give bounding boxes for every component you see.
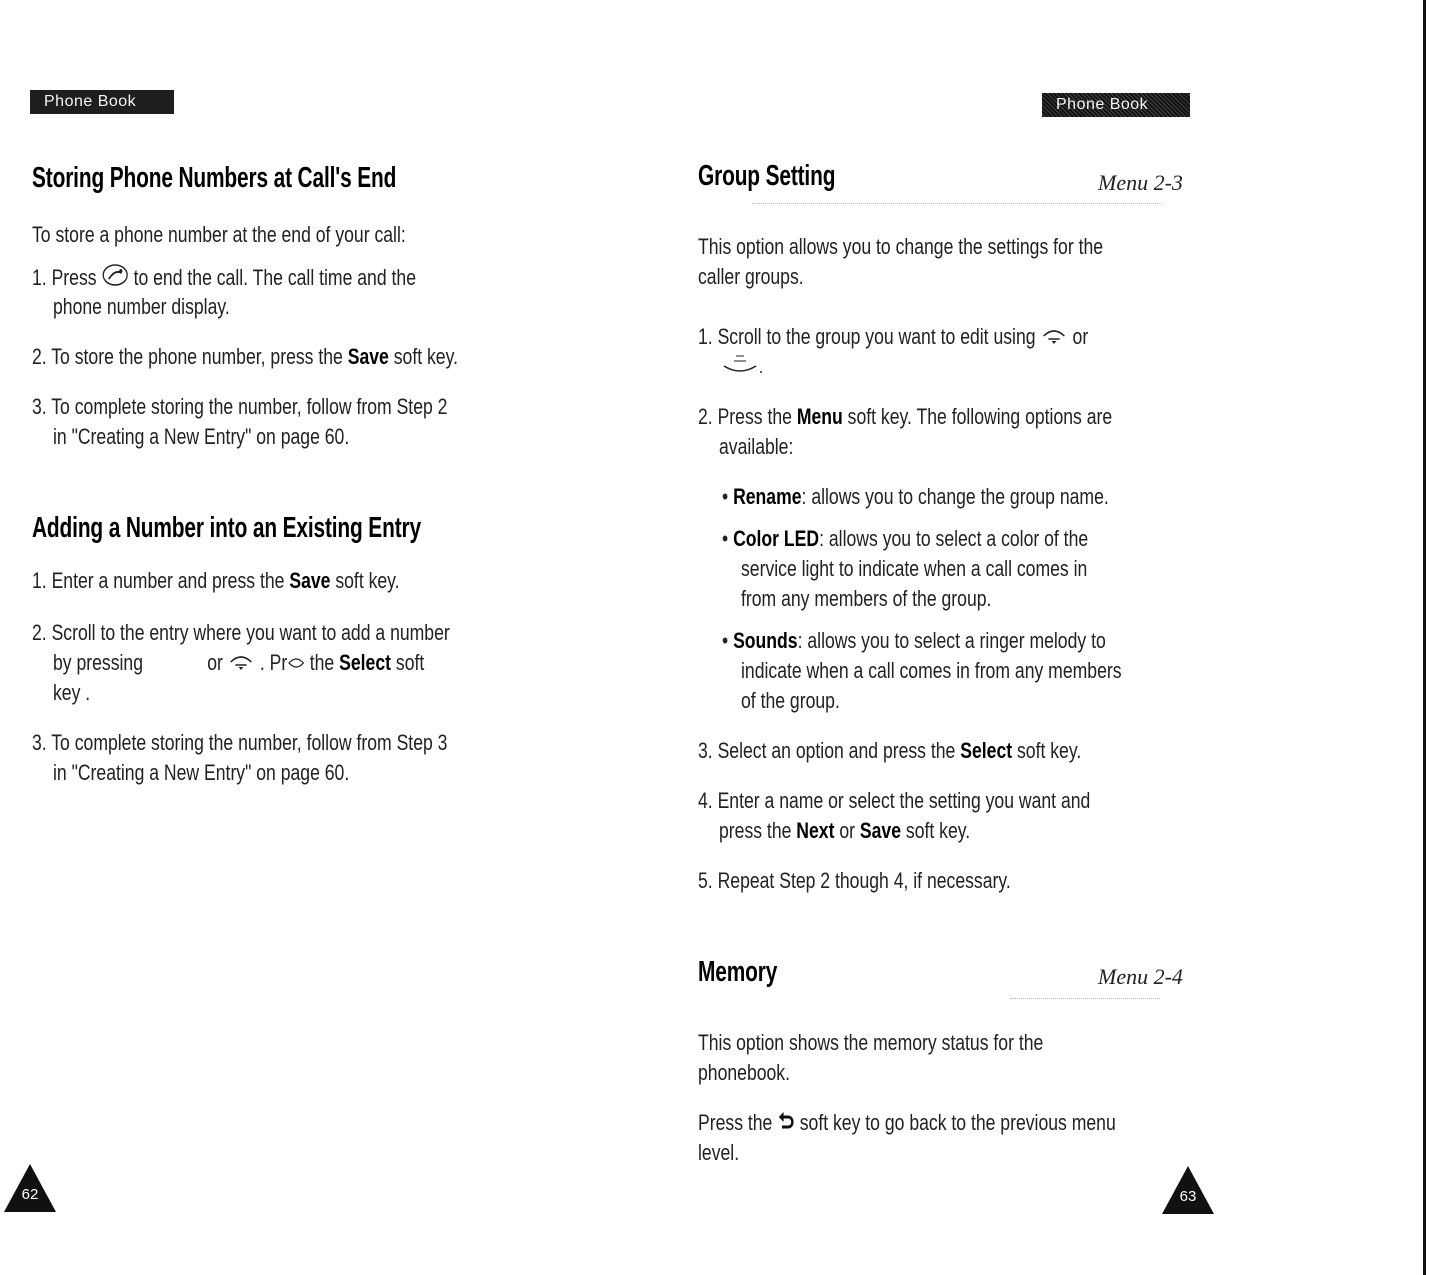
end-call-key-icon: [101, 262, 128, 296]
step-text: to end the call. The call time and the: [133, 264, 416, 290]
step-text: soft key.: [393, 344, 458, 369]
step-text: soft key.: [905, 818, 971, 843]
bullet-sounds-cont2: of the group.: [741, 688, 840, 713]
section-tab-label: Phone Book: [1056, 96, 1149, 113]
ok-key-icon: [287, 649, 305, 679]
divider: [1010, 998, 1160, 999]
section-heading-group-setting: Group Setting: [698, 160, 836, 192]
select-key-label: Select: [339, 650, 391, 675]
bullet-color-led: [722, 524, 1088, 554]
step-text: 1. Press: [32, 264, 97, 290]
step-4: 4. Enter a name or select the setting you want and: [698, 788, 1091, 813]
step-text: 2. Press the: [698, 404, 792, 429]
bullet-color-led-cont: service light to indicate when a call comes in: [741, 556, 1088, 581]
section-heading-adding: Adding a Number into an Existing Entry: [32, 512, 421, 544]
step-text: Press the: [698, 1110, 773, 1135]
down-key-icon: [722, 352, 762, 381]
step-2: [698, 402, 1112, 432]
option-label: Rename: [733, 484, 802, 509]
save-key-label: Save: [347, 344, 389, 369]
step-text: soft key to go back to the previous menu: [799, 1110, 1116, 1135]
step-1: [32, 262, 416, 296]
step-2: [32, 342, 458, 372]
paragraph-back: [698, 1108, 1116, 1139]
section-heading-memory: Memory: [698, 956, 778, 988]
paragraph-intro: This option allows you to change the settings for the: [698, 234, 1104, 259]
page-number-marker-right: [1160, 1164, 1216, 1221]
step-text: soft key.: [335, 568, 400, 593]
bullet-rename: [722, 482, 1109, 512]
select-key-label: Select: [960, 738, 1013, 763]
bullet-color-led-cont2: from any members of the group.: [741, 586, 992, 611]
paragraph-intro: This option shows the memory status for the: [698, 1030, 1044, 1055]
page-number: 63: [1179, 1188, 1197, 1205]
step-text: press the: [719, 818, 792, 843]
step-3-cont: in "Creating a New Entry" on page 60.: [53, 760, 350, 785]
paragraph-intro: To store a phone number at the end of your call:: [32, 222, 406, 247]
step-text: 2. To store the phone number, press the: [32, 344, 343, 369]
save-key-label: Save: [289, 568, 331, 593]
divider: [752, 203, 1162, 204]
step-text: soft key. The following options are: [847, 404, 1113, 429]
page-number: 62: [21, 1186, 39, 1203]
section-heading-storing: Storing Phone Numbers at Call's End: [32, 162, 397, 194]
paragraph-intro-cont: caller groups.: [698, 264, 804, 289]
paragraph-back-cont: level.: [698, 1140, 740, 1165]
step-text: 3. Select an option and press the: [698, 738, 956, 763]
option-label: Sounds: [733, 628, 798, 653]
next-key-label: Next: [796, 818, 835, 843]
step-text: soft: [395, 650, 425, 675]
bullet-icon: •: [722, 484, 729, 509]
menu-key-label: Menu: [796, 404, 843, 429]
step-3: 3. To complete storing the number, follow from Step 3: [32, 730, 448, 755]
section-tab-right: [1042, 93, 1190, 117]
step-2: 2. Scroll to the entry where you want to add a number: [32, 620, 450, 645]
step-4-cont: [719, 816, 970, 846]
page-number-marker-left: [2, 1162, 58, 1219]
step-2-cont2: key .: [53, 680, 91, 705]
menu-reference: Menu 2-3: [1098, 170, 1183, 195]
step-1: [698, 322, 1088, 353]
back-key-icon: [777, 1109, 795, 1139]
step-2-cont: available:: [719, 434, 794, 459]
step-text: by pressing: [53, 650, 144, 675]
step-text: soft key.: [1017, 738, 1082, 763]
step-1-cont: phone number display.: [53, 294, 230, 319]
bullet-icon: •: [722, 526, 729, 551]
step-2-cont: [53, 648, 424, 679]
step-5: 5. Repeat Step 2 though 4, if necessary.: [698, 868, 1011, 893]
up-key-icon: [1040, 323, 1067, 353]
step-text: or: [839, 818, 855, 843]
step-text: the: [309, 650, 335, 675]
bullet-sounds-cont: indicate when a call comes in from any members: [741, 658, 1122, 683]
page-edge: [1423, 0, 1426, 1275]
option-text: : allows you to select a color of the: [819, 526, 1089, 551]
step-text: or: [207, 650, 223, 675]
paragraph-intro-cont: phonebook.: [698, 1060, 790, 1085]
save-key-label: Save: [859, 818, 902, 843]
step-text: 1. Enter a number and press the: [32, 568, 285, 593]
step-text: . Pr: [259, 650, 288, 675]
bullet-icon: •: [722, 628, 729, 653]
step-3: 3. To complete storing the number, follow from Step 2: [32, 394, 448, 419]
navigation-key-icon: [228, 649, 255, 679]
option-text: : allows you to select a ringer melody to: [797, 628, 1106, 653]
section-tab-label: Phone Book: [44, 93, 137, 110]
option-label: Color LED: [733, 526, 820, 551]
step-text: 1. Scroll to the group you want to edit using: [698, 324, 1036, 349]
option-text: : allows you to change the group name.: [801, 484, 1109, 509]
bullet-sounds: [722, 626, 1106, 656]
step-1: [32, 566, 400, 596]
step-3: [698, 736, 1081, 766]
step-text: or: [1072, 324, 1089, 349]
section-tab-left: [30, 90, 174, 114]
menu-reference: Menu 2-4: [1098, 964, 1183, 989]
step-3-cont: in "Creating a New Entry" on page 60.: [53, 424, 350, 449]
